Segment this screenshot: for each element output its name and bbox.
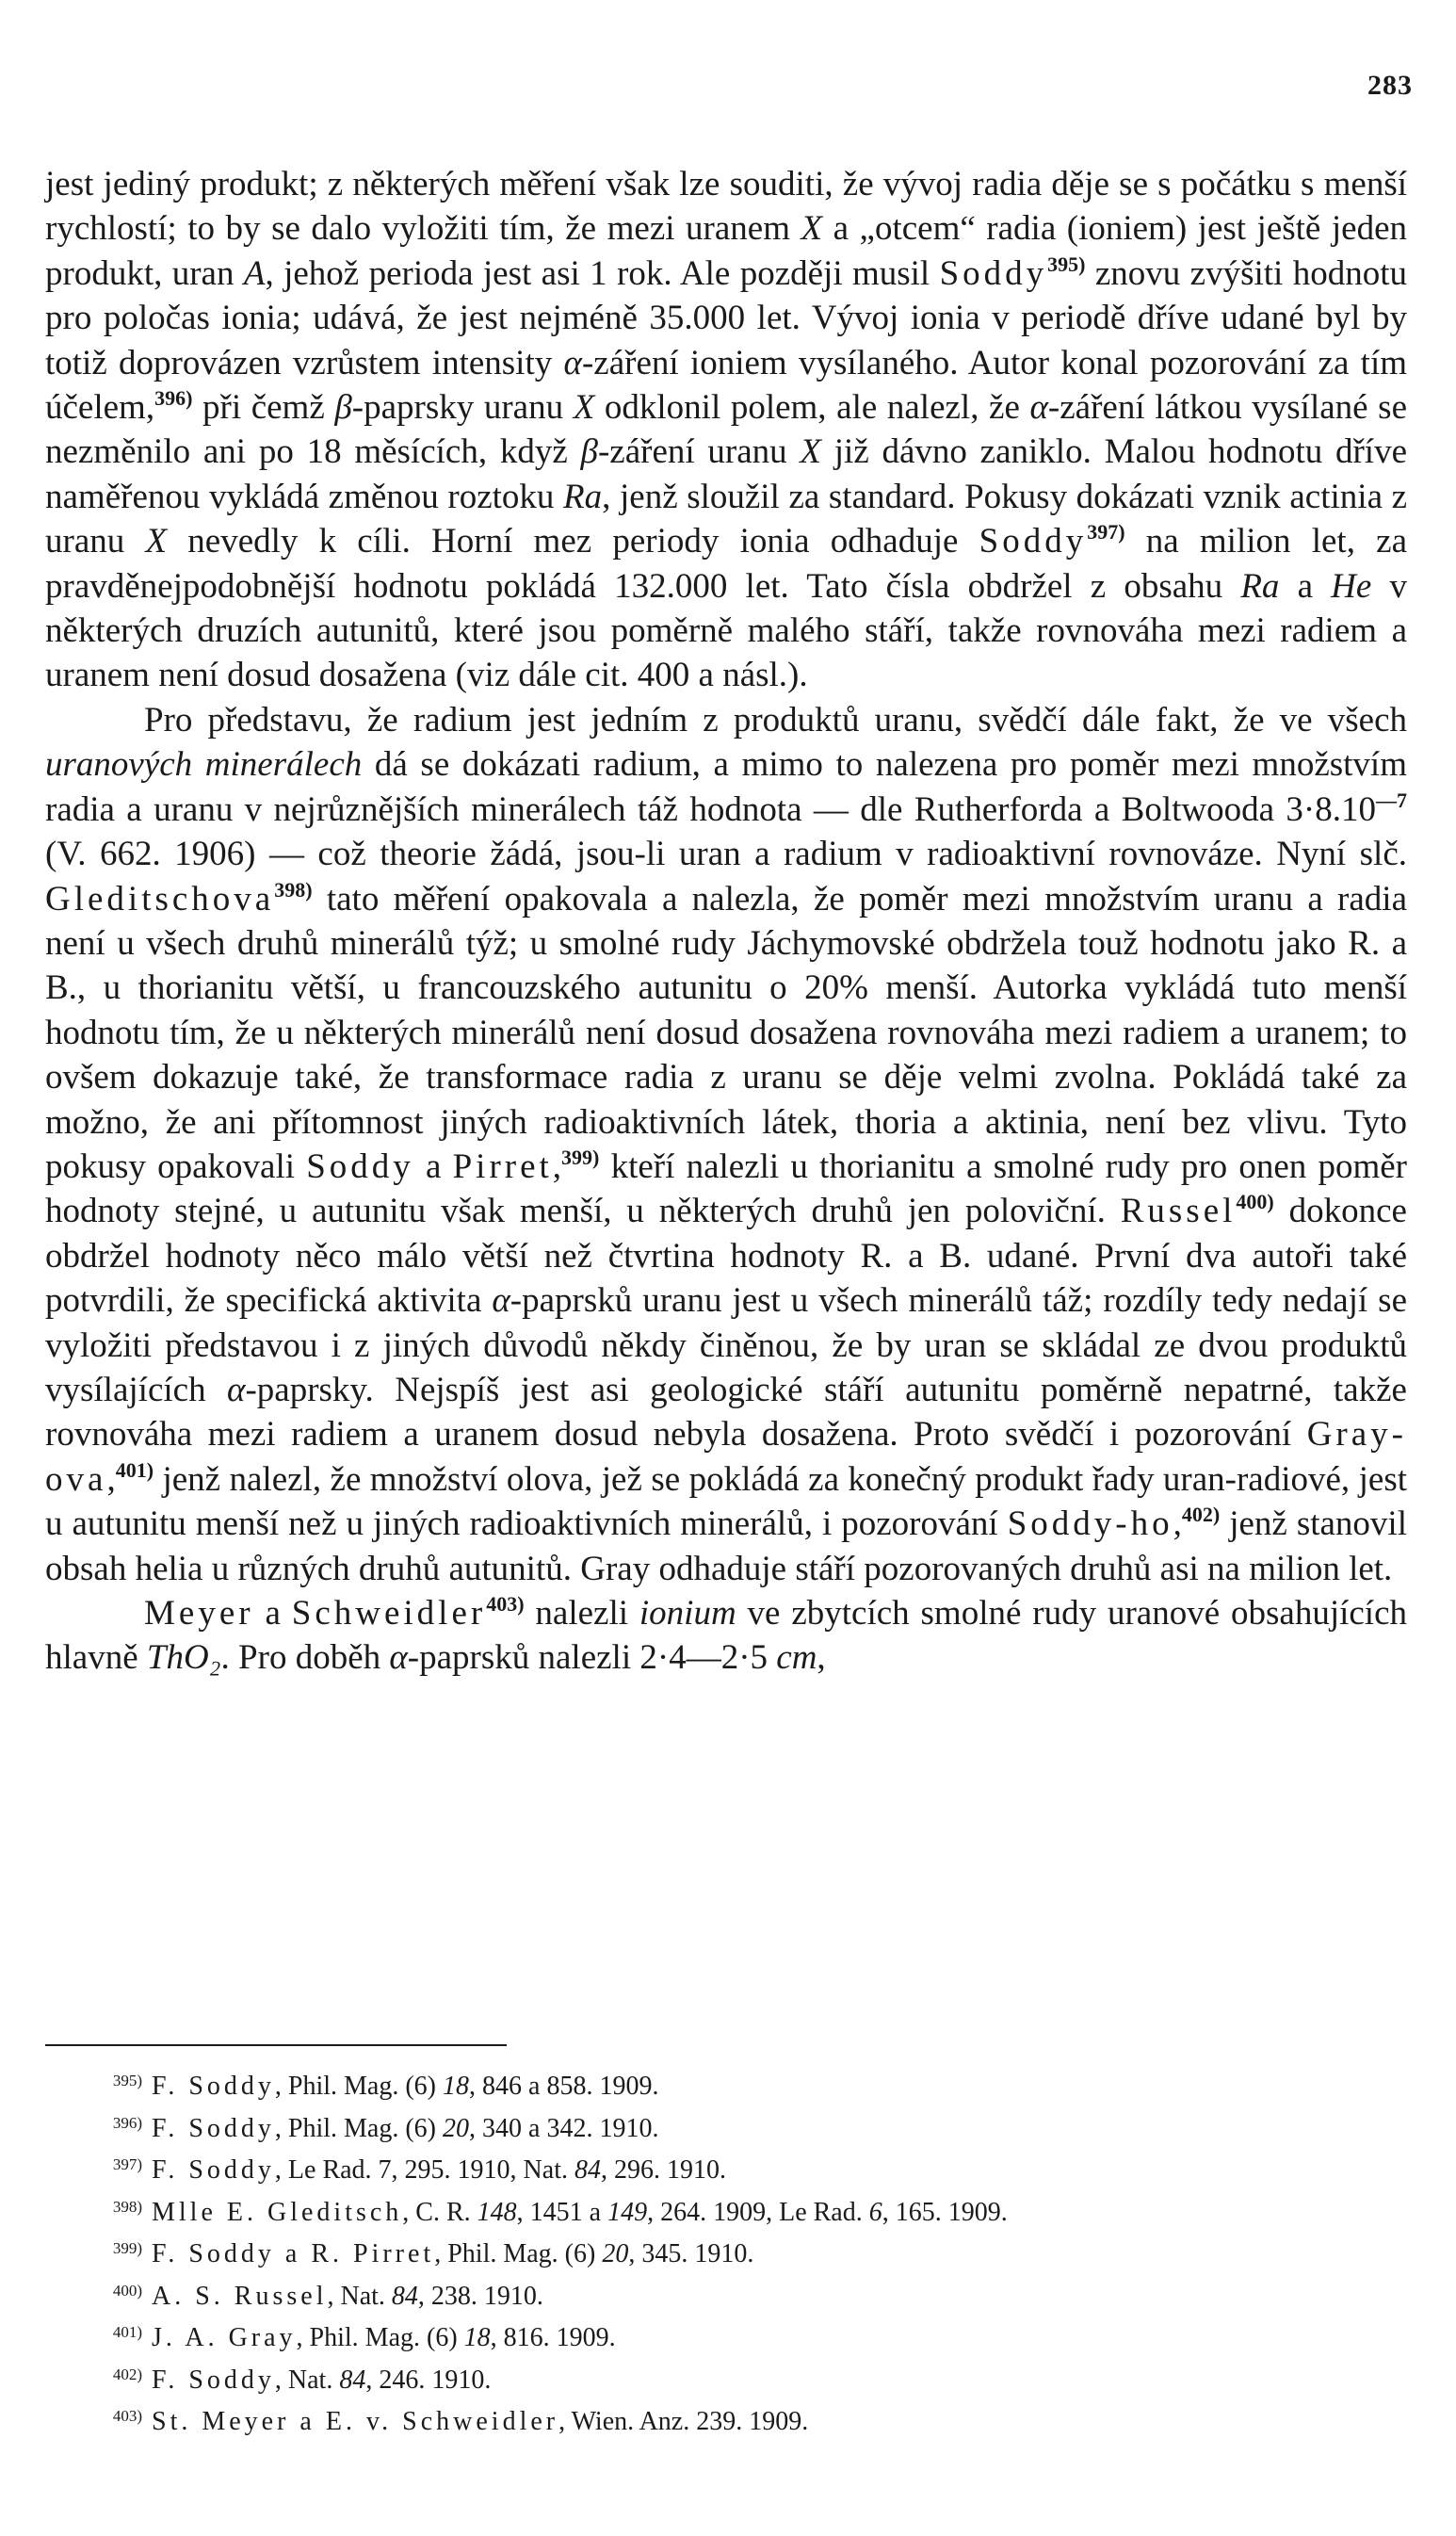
- footnote-number: 395): [112, 2072, 142, 2089]
- text-run: odklonil polem, ale nalezl, že: [594, 388, 1030, 428]
- footnote-reference: 402): [1181, 1503, 1221, 1527]
- text-run: , 264. 1909, Le Rad.: [647, 2197, 869, 2227]
- italic-text: α: [389, 1638, 408, 1678]
- text-run: tato měření opakovala a nalezla, že poměr mezi množstvím uranu a radia není u všech druhů minerálů týž; u smolné rudy Jáchymovské obdržela touž hodnotu jako R. a B., u thorianitu větší, u francouzského autunitu o 20% menší. Autorka vykládá tuto menší hodnotu tím, že u některých minerálů není dosud dosažena rovnováha mezi radiem a uranem; to ovšem dokazuje také, že transformace radia z uranu se děje velmi zvolna. Pokládá také za možno, že ani přítomnost jiných radioaktivních látek, thoria a aktinia, není bez vlivu. Tyto pokusy opakovali: [45, 879, 1407, 1186]
- text-run: , 340 a 342. 1910.: [469, 2113, 659, 2143]
- text-run: , 165. 1909.: [882, 2197, 1008, 2227]
- footnote-reference: 401): [115, 1457, 154, 1482]
- text-run: , Wien. Anz. 239. 1909.: [558, 2407, 809, 2436]
- paragraph-3: [45, 1591, 1407, 1681]
- text-run: (V. 662. 1906) — což theorie žádá, jsou-li uran a radium v radioaktivní rovnováze. Nyní slč.: [45, 835, 1407, 874]
- footnote-number: 402): [112, 2365, 142, 2383]
- spaced-name: Russel: [1120, 1192, 1237, 1231]
- italic-text: α: [1029, 388, 1048, 428]
- italic-text: 20: [443, 2113, 470, 2143]
- italic-text: 20: [602, 2239, 629, 2268]
- italic-text: α: [227, 1370, 246, 1409]
- spaced-name: F. Soddy a R. Pirret: [152, 2239, 435, 2268]
- footnote-402: [45, 2357, 1407, 2399]
- footnote-reference: 397): [1087, 520, 1125, 545]
- italic-text: 18: [443, 2072, 470, 2101]
- text-run: -záření uranu: [597, 432, 801, 472]
- footnote-reference: 399): [561, 1145, 600, 1169]
- text-run: , 238. 1910.: [417, 2281, 543, 2311]
- footnote-401: [45, 2315, 1407, 2357]
- text-run: znovu zvýšiti hodnotu pro poločas ionia; udává, že jest nejméně 35.000 let. Vývoj ionia v periodě dříve udané byl by totiž doprovázen vzrůstem intensity: [45, 253, 1407, 382]
- body-text: [45, 162, 1407, 1681]
- text-run: a „otcem“ radia (ioniem) jest ještě jeden produkt, uran: [45, 209, 1407, 293]
- footnote-reference: 403): [486, 1592, 525, 1616]
- spaced-name: F. Soddy: [152, 2072, 275, 2101]
- footnote-reference: 395): [1047, 252, 1086, 276]
- italic-text: 148: [477, 2197, 517, 2227]
- italic-text: 149: [607, 2197, 648, 2227]
- spaced-name: Gleditschova: [45, 879, 275, 918]
- text-run: jenž nalezl, že množství olova, jež se pokládá za konečný produkt řady uran-radiové, jest u autunitu menší než u jiných radioaktivních minerálů, i pozorování: [45, 1459, 1407, 1544]
- text-run: , jehož perioda jest asi 1 rok. Ale později musil: [265, 253, 940, 293]
- text-run: Pro představu, že radium jest jedním z produktů uranu, svědčí dále fakt, že ve všech: [144, 700, 1407, 740]
- footnote-text: [152, 2114, 658, 2143]
- text-run: , Nat.: [274, 2365, 340, 2395]
- spaced-name: Pirret: [452, 1146, 553, 1186]
- footnote-text: [152, 2072, 658, 2101]
- text-run: -paprsků nalezli 2·4—2·5: [407, 1638, 777, 1678]
- paragraph-1: [45, 162, 1407, 698]
- italic-text: ionium: [639, 1594, 736, 1633]
- text-run: dokonce obdržel hodnoty něco málo větší než čtvrtina hodnoty R. a B. udané. První dva autoři také potvrdili, že specifická aktivita: [45, 1192, 1407, 1321]
- text-run: ,: [1173, 1504, 1182, 1544]
- footnote-number: 399): [112, 2239, 142, 2257]
- footnote-number: 400): [112, 2281, 142, 2300]
- italic-text: X: [573, 388, 595, 428]
- text-run: a: [413, 1146, 453, 1186]
- text-run: , 1451 a: [516, 2197, 608, 2227]
- italic-text: X: [801, 209, 823, 249]
- italic-text: cm: [776, 1638, 817, 1678]
- footnote-number: 401): [112, 2323, 142, 2341]
- text-run: kteří nalezli u thorianitu a smolné rudy pro onen poměr hodnoty stejné, u autunitu však menší, u některých druhů jen poloviční.: [45, 1146, 1407, 1231]
- footnote-reference: —7: [1376, 788, 1407, 812]
- italic-text: He: [1331, 566, 1372, 606]
- spaced-name: St. Meyer a E. v. Schweidler: [152, 2407, 559, 2436]
- text-run: , Phil. Mag. (6): [296, 2323, 464, 2352]
- footnote-number: 396): [112, 2113, 142, 2132]
- text-run: a: [1279, 566, 1332, 606]
- footnote-reference: 396): [154, 386, 193, 411]
- spaced-name: Soddy: [939, 253, 1048, 293]
- text-run: , Phil. Mag. (6): [274, 2113, 444, 2143]
- spaced-name: Meyer: [144, 1594, 254, 1633]
- footnote-number: 397): [112, 2155, 142, 2173]
- footnote-403: [45, 2398, 1407, 2441]
- italic-text: A: [243, 253, 266, 293]
- text-run: , Phil. Mag. (6): [274, 2072, 444, 2101]
- text-run: , 816. 1909.: [490, 2323, 616, 2352]
- text-run: ve zbytcích smolné rudy uranové obsahujících hlavně: [45, 1594, 1408, 1678]
- footnote-number: 403): [112, 2407, 142, 2425]
- text-run: -paprsků uranu jest u všech minerálů táž; rozdíly tedy nedají se vyložiti představou i z jiných důvodů někdy činěnou, že by uran se skládal ze dvou produktů vysílajících: [45, 1281, 1408, 1409]
- italic-text: 84: [574, 2155, 601, 2185]
- paragraph-2: [45, 698, 1407, 1591]
- text-run: ,: [817, 1638, 826, 1678]
- footnote-399: [45, 2231, 1407, 2273]
- text-run: -paprsky. Nejspíš jest asi geologické stáří autunitu poměrně nepatrné, takže rovnováha mezi radiem a uranem dosud nebyla dosažena. Proto svědčí i pozorování: [45, 1370, 1407, 1455]
- italic-text: ThO₂: [146, 1638, 221, 1678]
- footnotes: [45, 2063, 1407, 2441]
- footnote-397: [45, 2147, 1407, 2189]
- footnote-text: [152, 2239, 753, 2268]
- text-run: v některých druzích autunitů, které jsou poměrně malého stáří, takže rovnováha mezi radiem a uranem není dosud dosažena (viz dále cit. 400 a násl.).: [45, 566, 1407, 695]
- text-run: -paprsky uranu: [351, 388, 574, 428]
- spaced-name: Soddy: [979, 522, 1088, 561]
- footnote-395: [45, 2063, 1407, 2105]
- text-run: , 246. 1910.: [365, 2365, 492, 2395]
- spaced-name: Gray-ova: [45, 1415, 1407, 1499]
- footnote-text: [152, 2198, 1008, 2227]
- footnote-398: [45, 2189, 1407, 2232]
- text-run: , jenž sloužil za standard. Pokusy dokázati vznik actinia z uranu: [45, 477, 1408, 561]
- italic-text: β: [580, 432, 598, 472]
- text-run: jest jediný produkt; z některých měření však lze souditi, že vývoj radia děje se s počátku s menší rychlostí; to by se dalo vyložiti tím, že mezi uranem: [45, 165, 1407, 249]
- text-run: , Phil. Mag. (6): [434, 2239, 603, 2268]
- italic-text: 6: [868, 2197, 882, 2227]
- text-run: nevedly k cíli. Horní mez periody ionia odhaduje: [167, 522, 979, 561]
- italic-text: Ra: [1240, 566, 1280, 606]
- text-run: , 846 a 858. 1909.: [469, 2072, 659, 2101]
- text-run: , 345. 1910.: [628, 2239, 754, 2268]
- text-run: . Pro doběh: [220, 1638, 390, 1678]
- text-run: na milion let, za pravděnejpodobnější hodnotu pokládá 132.000 let. Tato čísla obdržel z obsahu: [45, 522, 1407, 606]
- text-run: dá se dokázati radium, a mimo to nalezena pro poměr mezi množstvím radia a uranu v nejrůznějších minerálech táž hodnota — dle Rutherforda a Boltwooda 3·8.10: [45, 745, 1407, 829]
- footnote-number: 398): [112, 2197, 142, 2216]
- footnote-divider: [45, 2044, 507, 2046]
- text-run: nalezli: [524, 1594, 639, 1633]
- text-run: a: [253, 1594, 292, 1633]
- spaced-name: J. A. Gray: [152, 2323, 297, 2352]
- spaced-name: A. S. Russel: [152, 2281, 328, 2311]
- italic-text: 18: [463, 2323, 491, 2352]
- spaced-name: Soddy: [306, 1146, 414, 1186]
- text-run: při čemž: [192, 388, 335, 428]
- italic-text: α: [492, 1281, 510, 1321]
- footnote-text: [152, 2155, 726, 2185]
- spaced-name: Schweidler: [291, 1594, 487, 1633]
- text-run: -záření ioniem vysílaného. Autor konal pozorování za tím účelem,: [45, 343, 1407, 428]
- footnote-reference: 398): [274, 877, 313, 902]
- spaced-name: F. Soddy: [152, 2155, 275, 2185]
- footnote-text: [152, 2282, 543, 2311]
- spaced-name: Mlle E. Gleditsch: [152, 2197, 403, 2227]
- text-run: již dávno zaniklo. Malou hodnotu dříve naměřenou vykládá změnou roztoku: [45, 432, 1407, 516]
- italic-text: X: [145, 522, 168, 561]
- text-run: , C. R.: [402, 2197, 477, 2227]
- text-run: , Nat.: [327, 2281, 392, 2311]
- footnote-400: [45, 2273, 1407, 2316]
- page-number: 283: [1367, 70, 1413, 101]
- footnote-reference: 400): [1236, 1190, 1274, 1214]
- italic-text: Ra: [563, 477, 603, 516]
- spaced-name: F. Soddy: [152, 2113, 275, 2143]
- italic-text: α: [563, 343, 582, 382]
- footnote-396: [45, 2105, 1407, 2148]
- text-run: ,: [552, 1146, 562, 1186]
- text-run: jenž stanovil obsah helia u různých druhů autunitů. Gray odhaduje stáří pozorovaných druhů asi na milion let.: [45, 1504, 1407, 1588]
- footnote-text: [152, 2323, 616, 2352]
- spaced-name: Soddy-ho: [1007, 1504, 1173, 1544]
- text-run: ,: [106, 1459, 116, 1499]
- italic-text: β: [334, 388, 352, 428]
- footnote-text: [152, 2365, 491, 2395]
- text-run: -záření látkou vysílané se nezměnilo ani po 18 měsících, když: [45, 388, 1407, 472]
- italic-text: uranových minerálech: [45, 745, 363, 785]
- text-run: , Le Rad. 7, 295. 1910, Nat.: [274, 2155, 574, 2185]
- italic-text: 84: [391, 2281, 418, 2311]
- text-run: , 296. 1910.: [600, 2155, 726, 2185]
- italic-text: X: [800, 432, 822, 472]
- footnote-text: [152, 2407, 808, 2436]
- spaced-name: F. Soddy: [152, 2365, 275, 2395]
- italic-text: 84: [339, 2365, 366, 2395]
